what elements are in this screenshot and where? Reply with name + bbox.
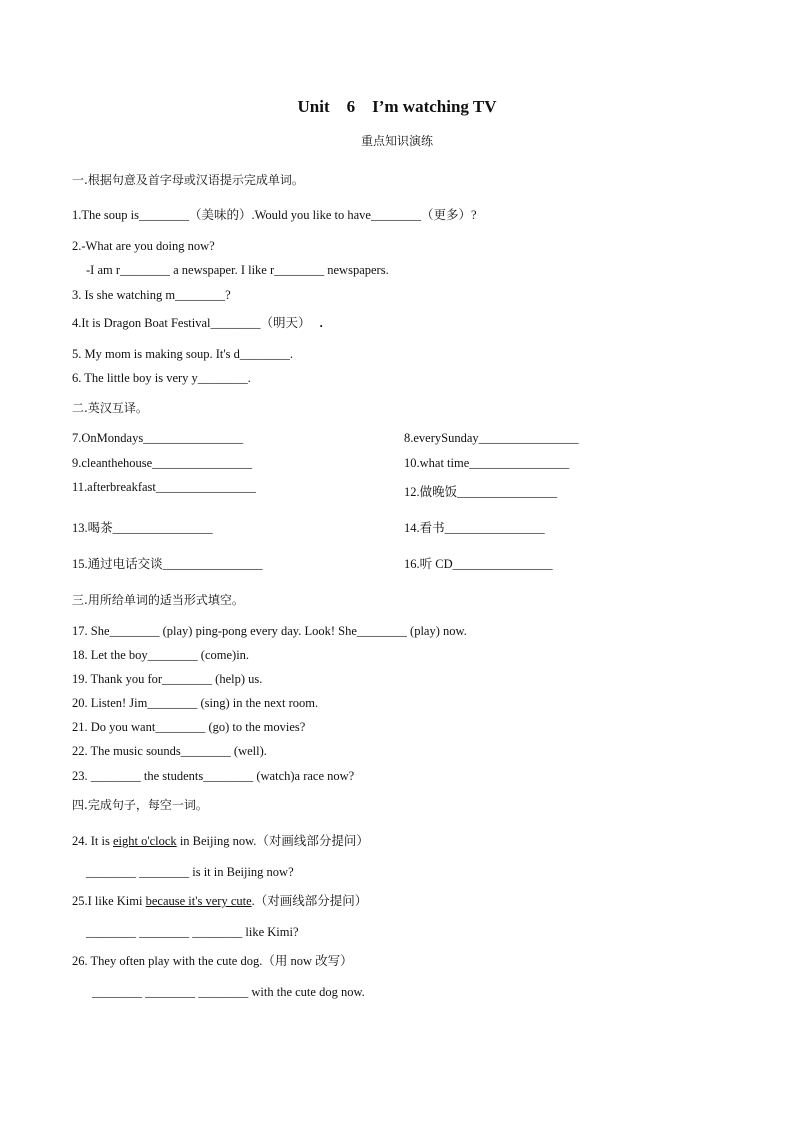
question-23: 23. ________ the students________ (watch)a race now? xyxy=(72,769,355,783)
section-heading-3: 三.用所给单词的适当形式填空。 xyxy=(72,593,244,607)
question-17: 17. She________ (play) ping-pong every day. Look! She________ (play) now. xyxy=(72,624,467,638)
page-subtitle: 重点知识演练 xyxy=(360,134,433,148)
question-3: 3. Is she watching m________? xyxy=(72,288,231,302)
question-26: 26. They often play with the cute dog.（用 now 改写） xyxy=(72,954,353,968)
question-19: 19. Thank you for________ (help) us. xyxy=(72,672,263,686)
section-heading-1: 一.根据句意及首字母或汉语提示完成单词。 xyxy=(72,173,304,187)
question-9: 9.cleanthehouse________________ xyxy=(72,456,253,470)
question-2-line-1: 2.-What are you doing now? xyxy=(72,239,215,253)
question-24-suffix: in Beijing now.（对画线部分提问） xyxy=(176,834,369,848)
question-18: 18. Let the boy________ (come)in. xyxy=(72,648,250,662)
question-21: 21. Do you want________ (go) to the movies? xyxy=(72,720,306,734)
question-4-period: . xyxy=(319,316,323,330)
question-25-suffix: .（对画线部分提问） xyxy=(251,894,368,908)
question-25 xyxy=(72,893,367,909)
question-8: 8.everySunday________________ xyxy=(404,431,579,445)
question-16: 16.听 CD________________ xyxy=(404,557,553,571)
question-26-answer: ________ ________ ________ with the cute dog now. xyxy=(92,985,365,999)
question-1: 1.The soup is________（美味的）.Would you like to have________（更多）? xyxy=(72,208,477,222)
question-15: 15.通过电话交谈________________ xyxy=(72,557,263,571)
question-7: 7.OnMondays________________ xyxy=(72,431,244,445)
question-25-prefix: 25.I like Kimi xyxy=(72,894,146,908)
question-4-text: 4.It is Dragon Boat Festival________（明天） xyxy=(72,316,311,330)
section-heading-4: 四.完成句子，每空一词。 xyxy=(72,798,208,812)
question-20: 20. Listen! Jim________ (sing) in the next room. xyxy=(72,696,319,710)
section-heading-2: 二.英汉互译。 xyxy=(72,401,148,415)
question-6: 6. The little boy is very y________. xyxy=(72,371,251,385)
question-5: 5. My mom is making soup. It's d________. xyxy=(72,347,294,361)
question-2-line-2: -I am r________ a newspaper. I like r________ newspapers. xyxy=(86,263,389,277)
question-24-underlined: eight o'clock xyxy=(112,834,177,848)
question-24-prefix: 24. It is xyxy=(72,834,113,848)
question-24-answer: ________ ________ is it in Beijing now? xyxy=(86,865,294,879)
question-22: 22. The music sounds________ (well). xyxy=(72,744,267,758)
question-25-answer: ________ ________ ________ like Kimi? xyxy=(86,925,299,939)
question-25-underlined: because it's very cute xyxy=(145,894,252,908)
question-4 xyxy=(72,315,323,331)
question-12: 12.做晚饭________________ xyxy=(404,485,558,499)
page-title: Unit 6 I’m watching TV xyxy=(297,97,497,116)
question-11: 11.afterbreakfast________________ xyxy=(72,480,256,494)
question-10: 10.what time________________ xyxy=(404,456,570,470)
question-24 xyxy=(72,833,369,849)
question-13: 13.喝茶________________ xyxy=(72,521,213,535)
question-14: 14.看书________________ xyxy=(404,521,545,535)
